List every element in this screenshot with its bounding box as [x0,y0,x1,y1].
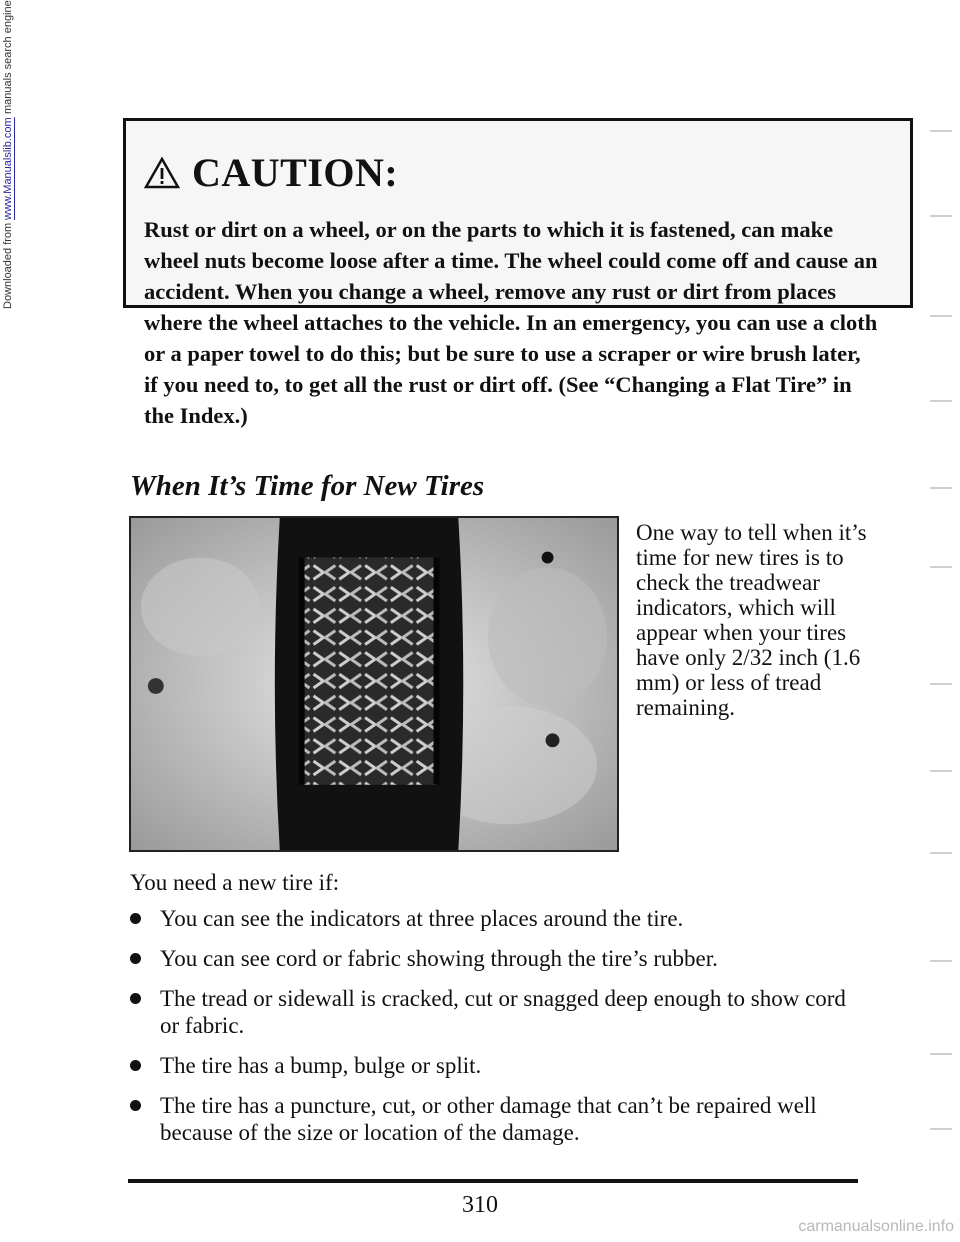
caution-heading [144,149,880,196]
new-tire-intro: You need a new tire if: [130,870,340,895]
footer-rule [128,1179,858,1183]
list-item-text: The tire has a bump, bulge or split. [160,1053,482,1078]
margin-ticks [922,0,952,1242]
download-suffix: manuals search engine [2,0,14,114]
page-number: 310 [462,1192,498,1218]
caution-box [123,118,913,428]
list-item-text: You can see the indicators at three places around the tire. [160,906,684,931]
warning-triangle-icon [144,157,180,189]
list-item [130,1052,860,1079]
list-item [130,905,860,932]
list-item-text: The tread or sidewall is cracked, cut or snagged deep enough to show cord or fabric. [160,986,846,1038]
treadwear-paragraph: One way to tell when it’s time for new tires is to check the treadwear indicators, which will appear when your tires have only 2/32 inch (1.6 mm) or less of tread remaining. [636,520,867,720]
list-item [130,1092,860,1146]
caution-title: CAUTION: [192,150,399,195]
list-item-text: The tire has a puncture, cut, or other damage that can’t be repaired well because of the size or location of the damage. [160,1093,817,1145]
watermark: carmanualsonline.info [798,1218,954,1235]
section-title: When It’s Time for New Tires [130,470,485,502]
download-prefix: Downloaded from [2,222,14,309]
download-sidebar-text [2,0,14,1242]
list-item [130,985,860,1039]
caution-body: Rust or dirt on a wheel, or on the parts to which it is fastened, can make wheel nuts become loose after a time. The wheel could come off and cause an accident. When you change a wheel, remove any rust or dirt from places where the wheel attaches to the vehicle. In an emergency, you can use a cloth or a paper towel to do this; but be sure to use a scraper or wire brush later, if you need to, to get all the rust or dirt off. (See “Changing a Flat Tire” in the Index.) [144,217,878,428]
list-item [130,945,860,972]
list-item-text: You can see cord or fabric showing through the tire’s rubber. [160,946,718,971]
new-tire-conditions-list [130,905,860,1159]
tire-tread-photo [129,516,619,852]
manualslib-link[interactable]: www.Manualslib.com [2,116,14,220]
